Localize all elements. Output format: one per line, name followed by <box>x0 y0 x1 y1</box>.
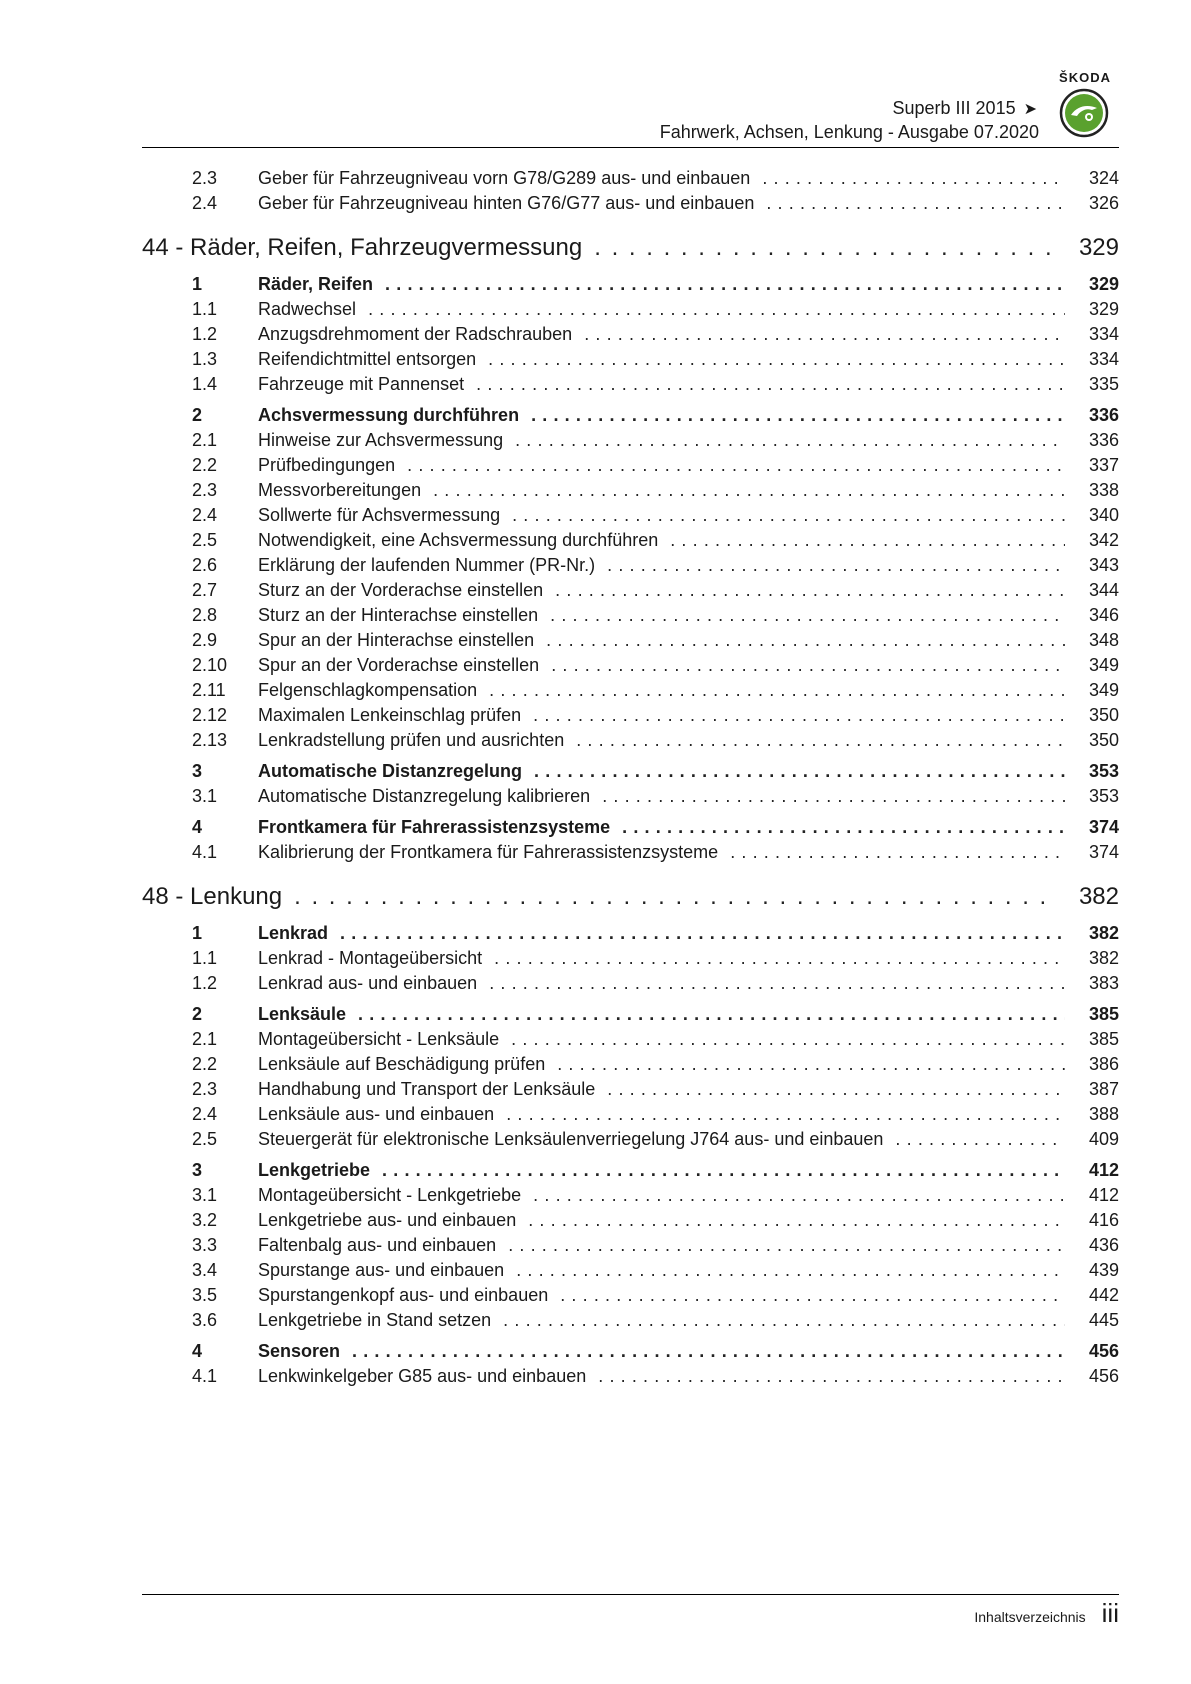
toc-entry[interactable] <box>142 784 1119 809</box>
toc-entry-title: Reifendichtmittel entsorgen <box>258 349 488 370</box>
toc-page-number: 374 <box>1088 842 1119 862</box>
dot-leader <box>607 1079 1065 1100</box>
dot-leader <box>895 1129 1065 1150</box>
toc-entry-title: Spurstange aus- und einbauen <box>258 1260 516 1281</box>
toc-entry-number: 2.6 <box>192 555 218 575</box>
dot-leader <box>594 234 1051 262</box>
toc-page-number: 342 <box>1088 530 1119 550</box>
toc-entry-number: 2.2 <box>192 455 218 475</box>
toc-page-number: 412 <box>1088 1160 1119 1180</box>
dot-leader <box>368 299 1065 320</box>
toc-entry[interactable] <box>142 528 1119 553</box>
toc-entry-title: Lenksäule auf Beschädigung prüfen <box>258 1054 557 1075</box>
toc-entry-title: Radwechsel <box>258 299 368 320</box>
toc-entry-title: Prüfbedingungen <box>258 455 407 476</box>
toc-entry[interactable] <box>142 1127 1119 1152</box>
toc-entry-number: 3.6 <box>192 1310 218 1330</box>
toc-entry-title: Automatische Distanzregelung kalibrieren <box>258 786 602 807</box>
toc-page-number: 386 <box>1088 1054 1119 1074</box>
dot-leader <box>555 580 1065 601</box>
toc-entry[interactable] <box>142 1077 1119 1102</box>
toc-entry-title: Lenkgetriebe in Stand setzen <box>258 1310 503 1331</box>
toc-entry-number: 1.2 <box>192 324 218 344</box>
toc-entry-title: Lenkrad <box>258 923 340 944</box>
dot-leader <box>494 948 1065 969</box>
toc-section[interactable] <box>142 815 1119 840</box>
toc-entry[interactable] <box>142 453 1119 478</box>
toc-entry-title: Lenkwinkelgeber G85 aus- und einbauen <box>258 1366 598 1387</box>
toc-entry-number: 2.11 <box>192 680 226 700</box>
dot-leader <box>762 168 1065 189</box>
toc-entry[interactable] <box>142 1027 1119 1052</box>
toc-entry-number: 1.1 <box>192 299 218 319</box>
toc-entry[interactable] <box>142 478 1119 503</box>
dot-leader <box>670 530 1065 551</box>
toc-page-number: 439 <box>1088 1260 1119 1280</box>
dot-leader <box>511 1029 1065 1050</box>
toc-entry-number: 2.2 <box>192 1054 218 1074</box>
toc-entry-title: Sensoren <box>258 1341 352 1362</box>
toc-entry[interactable] <box>142 503 1119 528</box>
toc-entry-title: Felgenschlagkompensation <box>258 680 489 701</box>
toc-page-number: 334 <box>1088 349 1119 369</box>
toc-section[interactable] <box>142 759 1119 784</box>
toc-entry-title: Lenkrad - Montageübersicht <box>258 948 494 969</box>
dot-leader <box>584 324 1065 345</box>
toc-page-number: 382 <box>1088 948 1119 968</box>
toc-page-number: 326 <box>1088 193 1119 213</box>
toc-entry-number: 2.9 <box>192 630 218 650</box>
dot-leader <box>488 349 1065 370</box>
toc-page-number: 329 <box>1078 234 1119 261</box>
toc-entry-title: Montageübersicht - Lenkgetriebe <box>258 1185 533 1206</box>
toc-page-number: 409 <box>1088 1129 1119 1149</box>
toc-entry-number: 2 <box>192 1004 203 1024</box>
toc-entry[interactable] <box>142 1364 1119 1389</box>
toc-page-number: 383 <box>1088 973 1119 993</box>
toc-entry-number: 3 <box>192 1160 203 1180</box>
toc-entry-number: 1 <box>192 923 203 943</box>
toc-page-number: 374 <box>1088 817 1119 837</box>
toc-entry[interactable] <box>142 553 1119 578</box>
toc-entry-title: Handhabung und Transport der Lenksäule <box>258 1079 607 1100</box>
table-of-contents <box>142 166 1119 1389</box>
toc-section[interactable] <box>142 272 1119 297</box>
toc-entry[interactable] <box>142 578 1119 603</box>
toc-entry-number: 4.1 <box>192 842 218 862</box>
dot-leader <box>531 405 1065 426</box>
toc-page-number: 335 <box>1088 374 1119 394</box>
toc-page-number: 388 <box>1088 1104 1119 1124</box>
dot-leader <box>550 605 1065 626</box>
toc-entry[interactable] <box>142 1308 1119 1333</box>
dot-leader <box>551 655 1065 676</box>
manual-subtitle: Fahrwerk, Achsen, Lenkung - Ausgabe 07.2020 <box>659 122 1039 142</box>
toc-entry-title: Geber für Fahrzeugniveau vorn G78/G289 aus- und einbauen <box>258 168 762 189</box>
toc-entry-number: 2.3 <box>192 480 218 500</box>
toc-entry[interactable] <box>142 191 1119 216</box>
toc-entry-number: 3.1 <box>192 786 218 806</box>
dot-leader <box>607 555 1065 576</box>
toc-entry-title: Faltenbalg aus- und einbauen <box>258 1235 508 1256</box>
arrow-icon: ➤ <box>1023 101 1037 118</box>
toc-entry-number: 1.2 <box>192 973 218 993</box>
toc-entry[interactable] <box>142 603 1119 628</box>
toc-entry-number: 2.1 <box>192 430 218 450</box>
toc-entry[interactable] <box>142 347 1119 372</box>
toc-page-number: 340 <box>1088 505 1119 525</box>
footer-divider <box>142 1594 1119 1595</box>
toc-page-number: 387 <box>1088 1079 1119 1099</box>
toc-page-number: 385 <box>1088 1004 1119 1024</box>
toc-page-number: 353 <box>1088 786 1119 806</box>
toc-entry-number: 2 <box>192 405 203 425</box>
header-divider <box>142 147 1119 148</box>
dot-leader <box>506 1104 1065 1125</box>
toc-page-number: 445 <box>1088 1310 1119 1330</box>
toc-entry[interactable] <box>142 628 1119 653</box>
toc-entry-title: Steuergerät für elektronische Lenksäulenverriegelung J764 aus- und einbauen <box>258 1129 895 1150</box>
toc-entry-title: Spur an der Vorderachse einstellen <box>258 655 551 676</box>
toc-entry[interactable] <box>142 166 1119 191</box>
toc-entry[interactable] <box>142 1183 1119 1208</box>
toc-entry-title: Messvorbereitungen <box>258 480 433 501</box>
toc-entry-number: 3.5 <box>192 1285 218 1305</box>
toc-page-number: 349 <box>1088 655 1119 675</box>
dot-leader <box>546 630 1065 651</box>
toc-entry-title: Sollwerte für Achsvermessung <box>258 505 512 526</box>
toc-entry-number: 1 <box>192 274 203 294</box>
dot-leader <box>294 883 1051 911</box>
toc-entry-title: 44 - Räder, Reifen, Fahrzeugvermessung <box>142 234 594 262</box>
toc-entry-title: Sturz an der Vorderachse einstellen <box>258 580 555 601</box>
toc-page-number: 416 <box>1088 1210 1119 1230</box>
toc-section[interactable] <box>142 921 1119 946</box>
dot-leader <box>528 1210 1065 1231</box>
toc-entry-title: Lenksäule <box>258 1004 358 1025</box>
toc-entry-number: 3.2 <box>192 1210 218 1230</box>
toc-page-number: 337 <box>1088 455 1119 475</box>
dot-leader <box>516 1260 1065 1281</box>
toc-page-number: 344 <box>1088 580 1119 600</box>
dot-leader <box>730 842 1065 863</box>
toc-entry-title: Automatische Distanzregelung <box>258 761 534 782</box>
toc-entry-number: 4.1 <box>192 1366 218 1386</box>
dot-leader <box>476 374 1065 395</box>
skoda-logo-icon <box>1059 88 1109 138</box>
toc-chapter[interactable] <box>142 230 1119 266</box>
toc-page-number: 349 <box>1088 680 1119 700</box>
toc-entry-title: Hinweise zur Achsvermessung <box>258 430 515 451</box>
toc-entry-number: 4 <box>192 1341 203 1361</box>
toc-entry-number: 2.13 <box>192 730 228 750</box>
dot-leader <box>340 923 1065 944</box>
toc-entry[interactable] <box>142 297 1119 322</box>
toc-entry-title: Sturz an der Hinterachse einstellen <box>258 605 550 626</box>
toc-entry[interactable] <box>142 1258 1119 1283</box>
toc-entry-title: Notwendigkeit, eine Achsvermessung durchführen <box>258 530 670 551</box>
toc-entry-title: Lenkradstellung prüfen und ausrichten <box>258 730 576 751</box>
toc-entry-title: Lenkgetriebe <box>258 1160 382 1181</box>
toc-page-number: 348 <box>1088 630 1119 650</box>
toc-entry[interactable] <box>142 946 1119 971</box>
toc-entry[interactable] <box>142 372 1119 397</box>
toc-entry-number: 3.3 <box>192 1235 218 1255</box>
toc-chapter[interactable] <box>142 879 1119 915</box>
dot-leader <box>407 455 1065 476</box>
toc-page-number: 456 <box>1088 1366 1119 1386</box>
toc-entry-title: Spur an der Hinterachse einstellen <box>258 630 546 651</box>
model-name: Superb III 2015 <box>892 98 1016 118</box>
toc-entry-title: Spurstangenkopf aus- und einbauen <box>258 1285 560 1306</box>
toc-entry-number: 2.4 <box>192 193 218 213</box>
toc-page-number: 338 <box>1088 480 1119 500</box>
toc-page-number: 329 <box>1088 299 1119 319</box>
toc-entry-number: 2.7 <box>192 580 218 600</box>
toc-entry-title: Frontkamera für Fahrerassistenzsysteme <box>258 817 622 838</box>
toc-section[interactable] <box>142 1158 1119 1183</box>
dot-leader <box>352 1341 1065 1362</box>
dot-leader <box>602 786 1065 807</box>
toc-section[interactable] <box>142 403 1119 428</box>
toc-page-number: 346 <box>1088 605 1119 625</box>
dot-leader <box>533 1185 1065 1206</box>
dot-leader <box>512 505 1065 526</box>
toc-entry-title: Erklärung der laufenden Nummer (PR-Nr.) <box>258 555 607 576</box>
dot-leader <box>385 274 1065 295</box>
toc-entry-number: 2.8 <box>192 605 218 625</box>
dot-leader <box>508 1235 1065 1256</box>
toc-entry[interactable] <box>142 728 1119 753</box>
toc-entry[interactable] <box>142 1283 1119 1308</box>
toc-entry-number: 2.1 <box>192 1029 218 1049</box>
toc-entry-title: Lenkrad aus- und einbauen <box>258 973 489 994</box>
toc-entry[interactable] <box>142 703 1119 728</box>
dot-leader <box>766 193 1065 214</box>
toc-entry-title: Montageübersicht - Lenksäule <box>258 1029 511 1050</box>
page-header <box>142 58 1119 148</box>
dot-leader <box>560 1285 1065 1306</box>
toc-page-number: 324 <box>1088 168 1119 188</box>
model-line <box>893 98 1038 119</box>
dot-leader <box>557 1054 1065 1075</box>
toc-entry-number: 2.4 <box>192 1104 218 1124</box>
footer-label: Inhaltsverzeichnis <box>974 1609 1086 1625</box>
toc-page-number: 385 <box>1088 1029 1119 1049</box>
dot-leader <box>433 480 1065 501</box>
toc-entry-number: 4 <box>192 817 203 837</box>
toc-entry-title: Anzugsdrehmoment der Radschrauben <box>258 324 584 345</box>
toc-page-number: 336 <box>1088 430 1119 450</box>
dot-leader <box>598 1366 1065 1387</box>
toc-entry[interactable] <box>142 1102 1119 1127</box>
footer-page-number: iii <box>1101 1598 1119 1628</box>
toc-entry-number: 2.4 <box>192 505 218 525</box>
toc-entry-title: Achsvermessung durchführen <box>258 405 531 426</box>
toc-entry[interactable] <box>142 678 1119 703</box>
toc-entry[interactable] <box>142 1052 1119 1077</box>
toc-entry-number: 2.3 <box>192 1079 218 1099</box>
toc-entry-number: 2.12 <box>192 705 228 725</box>
toc-page-number: 329 <box>1088 274 1119 294</box>
toc-page-number: 336 <box>1088 405 1119 425</box>
toc-page-number: 412 <box>1088 1185 1119 1205</box>
toc-entry-title: Maximalen Lenkeinschlag prüfen <box>258 705 533 726</box>
toc-entry-number: 2.10 <box>192 655 228 675</box>
toc-entry-number: 2.3 <box>192 168 218 188</box>
toc-page-number: 436 <box>1088 1235 1119 1255</box>
toc-section[interactable] <box>142 1002 1119 1027</box>
dot-leader <box>576 730 1065 751</box>
toc-page-number: 343 <box>1088 555 1119 575</box>
dot-leader <box>534 761 1065 782</box>
toc-section[interactable] <box>142 1339 1119 1364</box>
toc-entry-number: 2.5 <box>192 1129 218 1149</box>
toc-entry-title: Lenksäule aus- und einbauen <box>258 1104 506 1125</box>
toc-page-number: 334 <box>1088 324 1119 344</box>
toc-page-number: 353 <box>1088 761 1119 781</box>
toc-entry-number: 3 <box>192 761 203 781</box>
dot-leader <box>533 705 1065 726</box>
toc-page-number: 442 <box>1088 1285 1119 1305</box>
toc-page-number: 350 <box>1088 705 1119 725</box>
dot-leader <box>382 1160 1065 1181</box>
toc-page-number: 350 <box>1088 730 1119 750</box>
toc-entry-title: Geber für Fahrzeugniveau hinten G76/G77 aus- und einbauen <box>258 193 766 214</box>
toc-entry-number: 1.4 <box>192 374 218 394</box>
dot-leader <box>503 1310 1065 1331</box>
dot-leader <box>489 973 1065 994</box>
toc-page-number: 382 <box>1088 923 1119 943</box>
toc-entry[interactable] <box>142 840 1119 865</box>
toc-entry-number: 2.5 <box>192 530 218 550</box>
dot-leader <box>515 430 1065 451</box>
brand-wordmark: ŠKODA <box>1059 70 1111 85</box>
toc-entry-title: Kalibrierung der Frontkamera für Fahrerassistenzsysteme <box>258 842 730 863</box>
toc-entry-number: 1.1 <box>192 948 218 968</box>
toc-entry-title: Lenkgetriebe aus- und einbauen <box>258 1210 528 1231</box>
page-footer <box>974 1598 1119 1629</box>
toc-entry-title: Fahrzeuge mit Pannenset <box>258 374 476 395</box>
toc-entry-number: 3.1 <box>192 1185 218 1205</box>
toc-entry-title: 48 - Lenkung <box>142 883 294 911</box>
toc-entry[interactable] <box>142 653 1119 678</box>
toc-entry-title: Räder, Reifen <box>258 274 385 295</box>
toc-entry-number: 3.4 <box>192 1260 218 1280</box>
dot-leader <box>622 817 1065 838</box>
toc-entry[interactable] <box>142 322 1119 347</box>
toc-entry[interactable] <box>142 428 1119 453</box>
toc-page-number: 456 <box>1088 1341 1119 1361</box>
dot-leader <box>358 1004 1065 1025</box>
toc-page-number: 382 <box>1078 883 1119 910</box>
toc-entry[interactable] <box>142 971 1119 996</box>
dot-leader <box>489 680 1065 701</box>
toc-entry-number: 1.3 <box>192 349 218 369</box>
toc-entry[interactable] <box>142 1233 1119 1258</box>
toc-entry[interactable] <box>142 1208 1119 1233</box>
